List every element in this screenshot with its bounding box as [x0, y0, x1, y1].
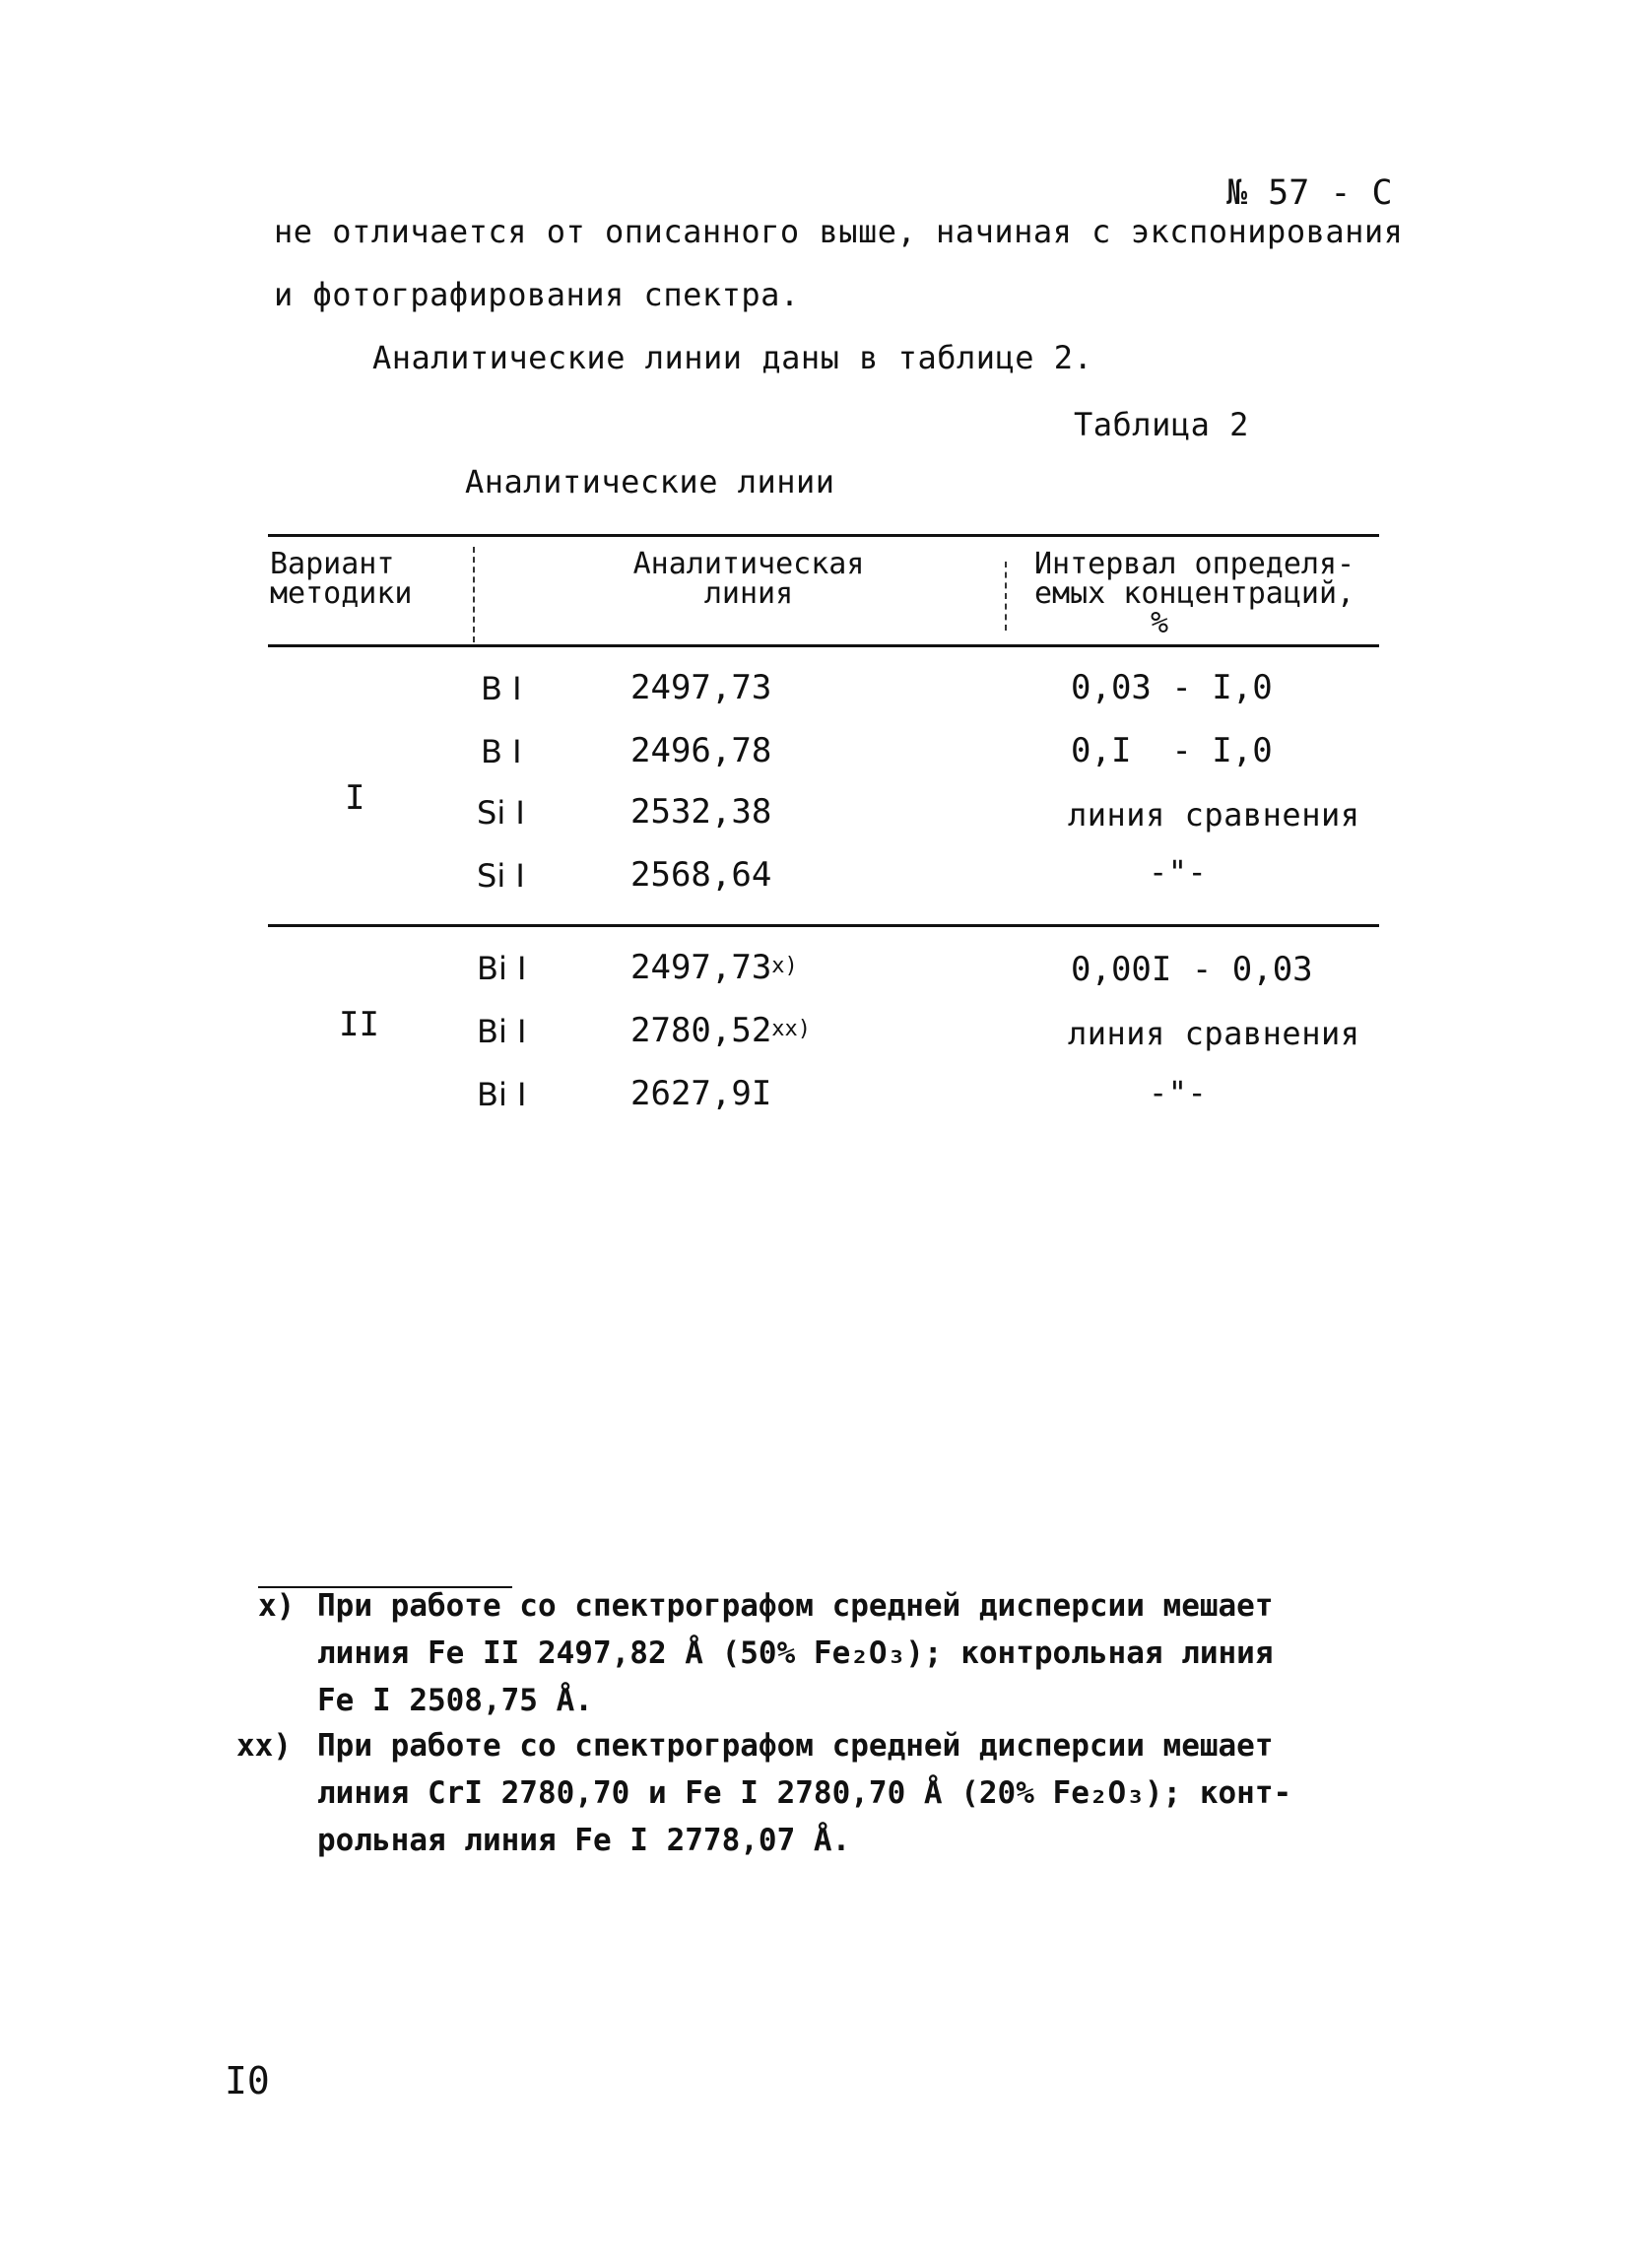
wavelength-cell: 2627,9I: [630, 1074, 772, 1113]
interval-cell: -"-: [1149, 1074, 1208, 1111]
footnote-line: При работе со спектрографом средней дисперсии мешает: [317, 1588, 1274, 1624]
group-divider-rule: [268, 924, 1379, 927]
footnote-mark: х): [771, 954, 798, 978]
interval-cell: линия сравнения: [1068, 1015, 1360, 1052]
interval-cell: 0,I - I,0: [1071, 731, 1273, 770]
interval-cell: 0,03 - I,0: [1071, 668, 1273, 707]
footnote-marker: х): [258, 1588, 296, 1624]
document-number: № 57 - С: [1226, 173, 1393, 213]
footnote-line: рольная линия Fe I 2778,07 Å.: [317, 1823, 851, 1858]
element-cell: Bi I: [477, 1013, 527, 1050]
wavelength-cell: 2532,38: [630, 792, 772, 832]
variant-cell: I: [345, 778, 365, 818]
header-column-divider: [1005, 562, 1007, 631]
element-cell: B I: [481, 670, 522, 707]
paragraph-line: Аналитические линии даны в таблице 2.: [372, 339, 1093, 376]
table-top-rule: [268, 534, 1379, 537]
wavelength-cell: 2497,73: [630, 668, 772, 707]
header-analytical-line: Аналитическая линия: [632, 547, 865, 611]
element-cell: Bi I: [477, 1076, 527, 1113]
element-cell: Si I: [477, 857, 525, 895]
wavelength-cell: 2568,64: [630, 855, 772, 895]
wavelength-cell: 2496,78: [630, 731, 772, 770]
page-number: I0: [225, 2059, 270, 2102]
table-label: Таблица 2: [1074, 406, 1249, 443]
paragraph-line: и фотографирования спектра.: [274, 276, 800, 313]
element-cell: B I: [481, 733, 522, 770]
footnote-line: При работе со спектрографом средней дисперсии мешает: [317, 1728, 1274, 1764]
variant-cell: II: [339, 1005, 379, 1044]
wavelength-cell: $2497,73^{х)}$: [630, 948, 798, 987]
footnote-line: линия CrI 2780,70 и Fe I 2780,70 Å (20% Fe₂O₃); конт-: [317, 1775, 1292, 1811]
interval-cell: -"-: [1149, 853, 1208, 891]
header-variant: Вариант методики: [270, 547, 413, 611]
footnote-line: Fe I 2508,75 Å.: [317, 1683, 593, 1718]
header-column-divider: [473, 547, 475, 642]
header-interval: Интервал определя- емых концентраций, %: [1034, 547, 1355, 640]
wavelength-cell: $2780,52^{хх)}$: [630, 1011, 812, 1050]
footnote-marker: хх): [236, 1728, 292, 1764]
table-title: Аналитические линии: [465, 463, 835, 500]
header-bottom-rule: [268, 644, 1379, 647]
footnote-mark: хх): [771, 1017, 812, 1041]
interval-cell: 0,00I - 0,03: [1071, 950, 1313, 989]
paragraph-line: не отличается от описанного выше, начиная с экспонирования: [274, 213, 1404, 250]
footnote-line: линия Fe II 2497,82 Å (50% Fe₂O₃); контрольная линия: [317, 1635, 1274, 1671]
element-cell: Si I: [477, 794, 525, 832]
element-cell: Bi I: [477, 950, 527, 987]
interval-cell: линия сравнения: [1068, 796, 1360, 834]
